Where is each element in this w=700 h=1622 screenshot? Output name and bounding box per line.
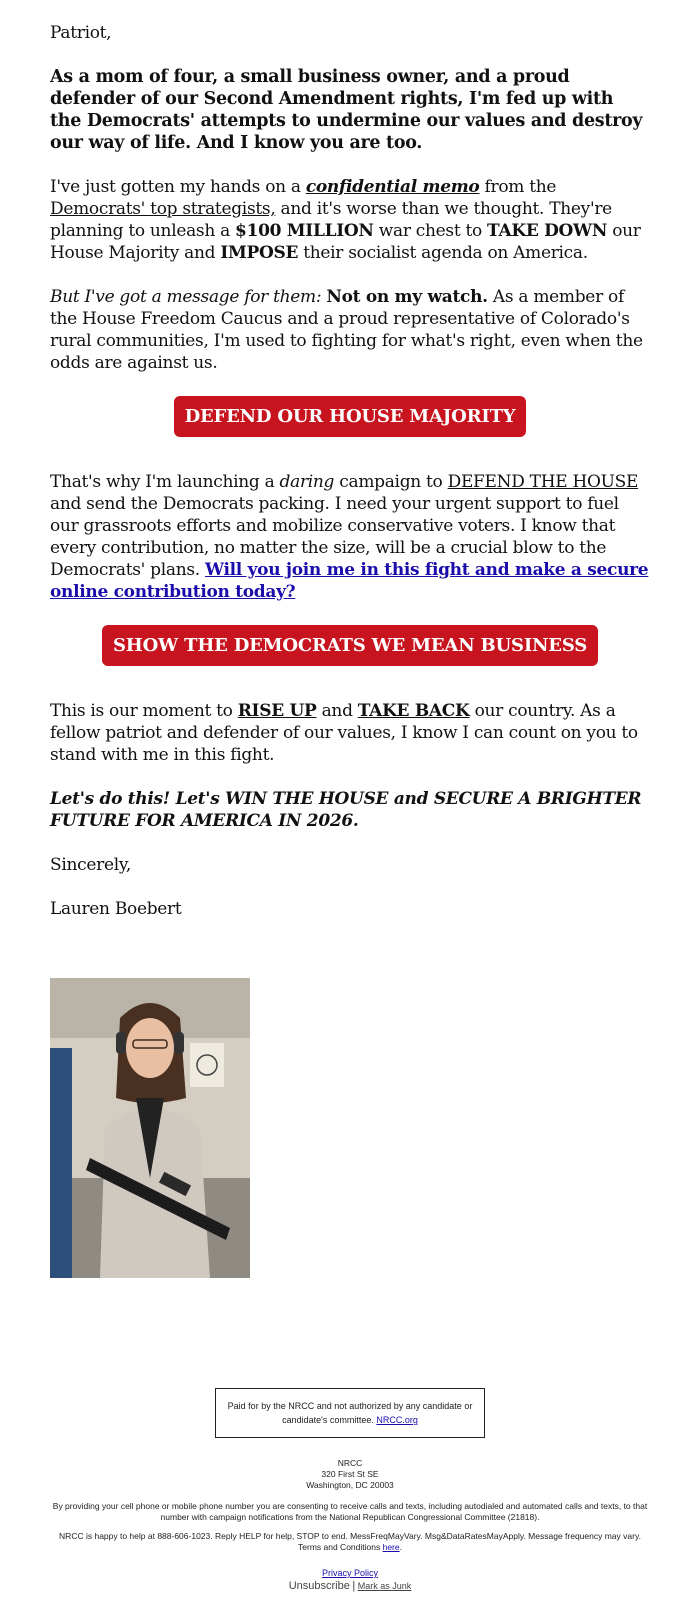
text: As a member of the House Freedom Caucus and a proud representative of Colorado's rural communities, I'm used to fighting for what's right, even when the odds are against us. <box>50 287 643 373</box>
org-name: NRCC <box>337 1458 363 1468</box>
paid-for-box <box>215 1388 485 1438</box>
take-down-text: TAKE DOWN <box>487 221 608 241</box>
unsubscribe-link[interactable]: Unsubscribe <box>288 1580 350 1592</box>
signature: Lauren Boebert <box>50 899 182 919</box>
text: and it's worse than we thought. They're planning to unleash a <box>50 199 612 241</box>
photo-illustration <box>50 978 250 1278</box>
confidential-memo-text: confidential memo <box>305 177 480 197</box>
watch-paragraph <box>50 286 650 374</box>
signoff: Sincerely, <box>50 855 131 875</box>
defend-majority-button[interactable]: DEFEND OUR HOUSE MAJORITY <box>174 396 527 437</box>
privacy-policy-link[interactable]: Privacy Policy <box>321 1568 378 1578</box>
not-on-my-watch-text: Not on my watch. <box>326 287 488 307</box>
email-body <box>50 22 650 942</box>
lead-paragraph: As a mom of four, a small business owner, and a proud defender of our Second Amendment rights, I'm fed up with the Democrats' attempts to undermine our values and destroy our way of life. And I know you are too. <box>50 67 643 153</box>
text: and <box>316 701 358 721</box>
text: and send the Democrats packing. I need your urgent support to fuel our grassroots efforts and mobilize conservative voters. I know that every contribution, no matter the size, will be a crucial blow to the Democrats' plans. <box>50 494 619 580</box>
campaign-paragraph <box>50 471 650 603</box>
impose-text: IMPOSE <box>220 243 299 263</box>
text: I've just gotten my hands on a <box>50 177 306 197</box>
button-row-1 <box>50 396 650 437</box>
nrcc-link[interactable]: NRCC.org <box>376 1415 418 1425</box>
help-text: NRCC is happy to help at 888-606-1023. Reply HELP for help, STOP to end. MessFreqMayVary. Msg&DataRatesMayApply. Message frequency may vary. Terms and Conditions here. <box>59 1531 641 1552</box>
street: 320 First St SE <box>321 1469 379 1479</box>
text: This is our moment to <box>50 701 238 721</box>
button-row-2 <box>50 625 650 666</box>
footer-links <box>0 1567 700 1593</box>
text: campaign to <box>334 472 448 492</box>
daring-text: daring <box>279 472 335 492</box>
rise-up-text: RISE UP <box>237 701 317 721</box>
separator: | <box>352 1580 356 1592</box>
mark-as-junk-link[interactable]: Mark as Junk <box>357 1581 412 1591</box>
defend-the-house-text: DEFEND THE HOUSE <box>447 472 639 492</box>
contribute-link[interactable]: Will you join me in this fight and make a secure online contribution today? <box>50 560 649 602</box>
help-text-body: NRCC is happy to help at 888-606-1023. Reply HELP for help, STOP to end. MessFreqMayVary. Msg&DataRatesMayApply. Message frequency may vary. Terms and Conditions <box>59 1531 641 1552</box>
amount-text: $100 MILLION <box>235 221 374 241</box>
footer <box>0 1388 700 1593</box>
address <box>0 1458 700 1491</box>
city: Washington, DC 20003 <box>306 1480 394 1490</box>
greeting: Patriot, <box>50 23 112 43</box>
moment-paragraph <box>50 700 650 766</box>
candidate-photo <box>50 978 250 1278</box>
closing-bold-text: Let's do this! Let's WIN THE HOUSE and SECURE A BRIGHTER FUTURE FOR AMERICA IN 2026. <box>50 789 642 831</box>
strategists-text: Democrats' top strategists, <box>50 199 276 219</box>
show-democrats-button[interactable]: SHOW THE DEMOCRATS WE MEAN BUSINESS <box>102 625 598 666</box>
text: from the <box>479 177 557 197</box>
text: their socialist agenda on America. <box>298 243 588 263</box>
closing-line <box>50 788 650 832</box>
text: our country. As a fellow patriot and defender of our values, I know I can count on you to stand with me in this fight. <box>50 701 638 765</box>
text: That's why I'm launching a <box>50 472 280 492</box>
consent-text: By providing your cell phone or mobile phone number you are consenting to receive calls and texts, including autodialed and automated calls and texts, to that number with campaign notifications from the National Republican Congressional Committee (21818). <box>52 1501 648 1522</box>
message-text: But I've got a message for them: <box>50 287 327 307</box>
terms-link[interactable]: here <box>382 1542 400 1552</box>
memo-paragraph <box>50 176 650 264</box>
text: war chest to <box>373 221 488 241</box>
paid-for-text: Paid for by the NRCC and not authorized by any candidate or candidate's committee. <box>227 1401 473 1425</box>
take-back-text: TAKE BACK <box>357 701 470 721</box>
text: our House Majority and <box>50 221 641 263</box>
